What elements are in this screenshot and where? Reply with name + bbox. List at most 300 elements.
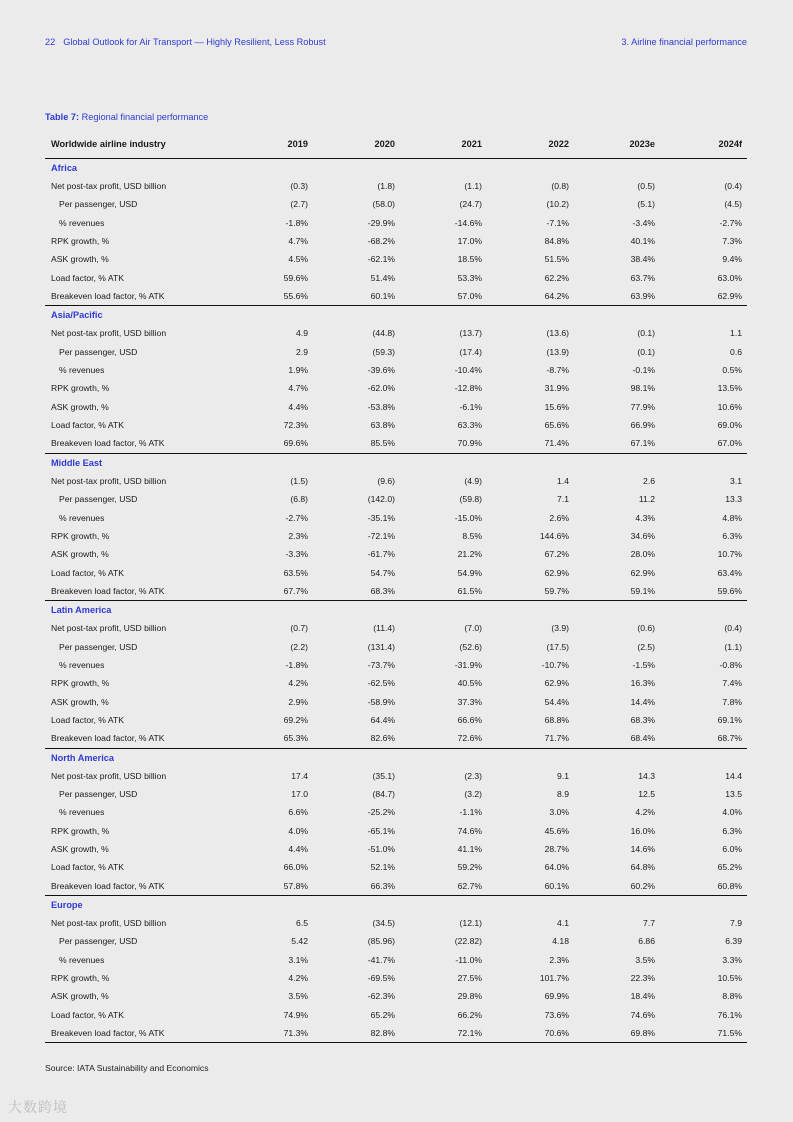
table-cell: 66.2% [457,1009,482,1020]
table-cell: -11.0% [455,954,482,965]
row-label: Net post-tax profit, USD billion [51,770,167,781]
table-cell: 6.39 [725,936,742,947]
row-label: Breakeven load factor, % ATK [51,880,165,891]
row-label: Net post-tax profit, USD billion [51,181,167,191]
year-header: 2024f [718,139,742,149]
region-header [45,601,747,619]
table-cell: 10.6% [717,401,742,412]
table-cell: 69.1% [717,714,742,725]
table-cell: 59.6% [283,272,308,283]
table-cell: 11.2 [638,494,655,505]
header-left [45,37,326,47]
table-row [45,822,747,840]
table-cell: 74.6% [457,825,482,836]
table-cell: 4.18 [552,936,569,947]
table-row [45,472,747,490]
row-label: Net post-tax profit, USD billion [51,918,167,929]
table-cell: 6.86 [638,936,655,947]
table-cell: 70.9% [457,438,482,449]
table-cell: 60.1% [370,291,395,302]
table-row [45,379,747,397]
table-cell: 8.5% [462,530,482,541]
table-cell: -51.0% [367,844,395,854]
table-cell: -62.5% [367,678,395,689]
table-cell: -39.6% [367,365,395,376]
table-cell: 4.0% [722,807,742,818]
table-cell: (0.8) [551,181,569,191]
table-cell: 69.6% [283,438,308,449]
table-cell: -35.1% [367,512,395,523]
table-cell: 13.5% [717,383,742,394]
table-cell: -62.1% [367,254,395,265]
financial-table [45,130,747,1043]
table-row [45,711,747,729]
table-cell: 9.1 [557,770,569,781]
table-cell: (4.9) [464,475,482,486]
table-cell: (13.7) [459,328,482,339]
table-row [45,177,747,195]
row-label: % revenues [59,807,105,818]
table-cell: 67.1% [630,438,655,449]
row-label: Breakeven load factor, % ATK [51,438,165,449]
table-cell: 59.7% [544,585,569,596]
table-row [45,951,747,969]
table-cell: 8.8% [722,991,742,1002]
table-cell: (0.3) [290,181,308,191]
table-cell: 82.6% [370,733,395,744]
table-cell: 4.9 [296,328,308,339]
table-cell: 66.6% [457,714,482,725]
table-cell: -12.8% [454,383,482,394]
table-caption [45,112,208,122]
table-row [45,582,747,601]
table-cell: 66.9% [630,420,655,431]
table-cell: -25.2% [367,807,395,818]
table-cell: 72.6% [457,733,482,744]
table-cell: (131.4) [367,641,395,652]
year-header: 2022 [548,139,569,149]
table-cell: 4.3% [635,512,655,523]
row-label: % revenues [59,512,105,523]
table-cell: 13.3 [725,494,742,505]
row-label: Per passenger, USD [59,199,138,210]
table-cell: 7.4% [722,678,742,689]
table-cell: 74.6% [630,1009,655,1020]
table-cell: 71.3% [283,1028,308,1039]
table-cell: -10.4% [454,365,482,376]
table-cell: 144.6% [539,530,569,541]
table-cell: 4.5% [288,254,308,265]
table-cell: 1.1 [730,328,742,339]
table-cell: 69.9% [544,991,569,1002]
table-row [45,674,747,692]
table-cell: 40.5% [457,678,482,689]
table-cell: 59.1% [630,585,655,596]
caption-title: Regional financial performance [81,112,209,122]
row-label: Breakeven load factor, % ATK [51,585,165,596]
table-cell: 7.8% [722,696,742,707]
table-cell: 31.9% [544,383,569,394]
table-cell: 71.4% [544,438,569,449]
row-label: Load factor, % ATK [51,420,124,431]
table-row [45,232,747,250]
table-cell: 51.5% [544,254,569,265]
table-row [45,195,747,213]
region-name: North America [51,752,114,763]
table-row [45,214,747,232]
table-row [45,969,747,987]
table-cell: 4.4% [288,844,308,854]
table-cell: 101.7% [539,973,569,984]
table-row [45,416,747,434]
row-label: Per passenger, USD [59,641,138,652]
table-cell: (4.5) [724,199,742,210]
table-cell: 67.2% [544,549,569,560]
row-label: Load factor, % ATK [51,272,124,283]
row-label: RPK growth, % [51,973,110,984]
table-cell: 6.3% [722,530,742,541]
table-cell: 63.5% [283,567,308,578]
table-cell: 63.8% [370,420,395,431]
region-header [45,749,747,767]
table-cell: 54.4% [544,696,569,707]
corner-header: Worldwide airline industry [51,139,166,149]
table-cell: 2.3% [549,954,569,965]
row-label: Per passenger, USD [59,494,138,505]
table-row [45,509,747,527]
table-cell: (59.3) [372,346,395,357]
table-cell: 3.5% [288,991,308,1002]
table-cell: 3.0% [549,807,569,818]
table-cell: 1.9% [288,365,308,376]
table-row [45,434,747,453]
table-cell: 67.0% [717,438,742,449]
row-label: Load factor, % ATK [51,714,124,725]
page-header [45,37,747,51]
row-label: RPK growth, % [51,678,110,689]
region-name: Africa [51,163,78,173]
table-cell: (0.6) [637,623,655,634]
table-cell: 2.3% [288,530,308,541]
table-cell: 8.9 [557,788,569,799]
table-cell: 7.9 [730,918,742,929]
report-title: Global Outlook for Air Transport — Highly Resilient, Less Robust [63,37,326,47]
table-cell: -3.4% [632,217,655,228]
row-label: Breakeven load factor, % ATK [51,291,165,302]
table-cell: 61.5% [457,585,482,596]
table-cell: 59.6% [717,585,742,596]
table-cell: (85.96) [367,936,395,947]
table-cell: 62.9% [544,678,569,689]
table-cell: 64.8% [630,862,655,873]
table-cell: 73.6% [544,1009,569,1020]
table-cell: 71.7% [544,733,569,744]
row-label: Per passenger, USD [59,788,138,799]
table-cell: -53.8% [367,401,395,412]
table-cell: -72.1% [367,530,395,541]
table-cell: 62.9% [544,567,569,578]
table-cell: 76.1% [717,1009,742,1020]
table-cell: 28.7% [544,844,569,854]
row-label: ASK growth, % [51,991,109,1002]
table-cell: -10.7% [541,659,569,670]
table-cell: -41.7% [367,954,395,965]
table-cell: 63.7% [630,272,655,283]
table-row [45,803,747,821]
table-cell: 69.2% [283,714,308,725]
table-cell: 64.0% [544,862,569,873]
table-cell: 66.3% [370,880,395,891]
table-cell: 3.5% [635,954,655,965]
table-cell: (5.1) [637,199,655,210]
table-header-row [45,130,747,159]
table-cell: 62.7% [457,880,482,891]
table-cell: 84.8% [544,236,569,247]
table-cell: -69.5% [367,973,395,984]
row-label: Net post-tax profit, USD billion [51,328,167,339]
table-cell: -68.2% [367,236,395,247]
row-label: Load factor, % ATK [51,567,124,578]
table-cell: 3.3% [722,954,742,965]
table-cell: 60.1% [544,880,569,891]
table-row [45,287,747,306]
table-cell: 7.3% [722,236,742,247]
row-label: ASK growth, % [51,844,109,854]
table-cell: 3.1% [288,954,308,965]
table-cell: (59.8) [459,494,482,505]
table-cell: 55.6% [283,291,308,302]
table-cell: 17.4 [291,770,308,781]
row-label: Net post-tax profit, USD billion [51,623,167,634]
table-cell: 63.4% [717,567,742,578]
table-cell: 4.1 [557,918,569,929]
table-cell: 67.7% [283,585,308,596]
table-cell: 68.3% [630,714,655,725]
table-cell: 21.2% [457,549,482,560]
row-label: RPK growth, % [51,383,110,394]
table-cell: -0.8% [719,659,742,670]
table-row [45,619,747,637]
table-cell: 4.4% [288,401,308,412]
table-cell: 51.4% [370,272,395,283]
table-row [45,269,747,287]
region-header [45,896,747,914]
table-row [45,656,747,674]
table-cell: 59.2% [457,862,482,873]
table-cell: (11.4) [373,623,395,634]
table-cell: 28.0% [630,549,655,560]
table-cell: 6.3% [722,825,742,836]
table-cell: 14.4 [725,770,742,781]
table-row [45,361,747,379]
table-cell: 4.2% [288,678,308,689]
table-cell: 57.0% [457,291,482,302]
table-cell: (0.1) [637,328,655,339]
row-label: Net post-tax profit, USD billion [51,475,167,486]
row-label: % revenues [59,954,105,965]
row-label: ASK growth, % [51,549,109,560]
table-cell: 6.6% [288,807,308,818]
region-name: Asia/Pacific [51,310,103,321]
table-cell: (13.9) [546,346,569,357]
table-cell: 64.2% [544,291,569,302]
table-row [45,564,747,582]
table-cell: 22.3% [630,973,655,984]
table-cell: -3.3% [285,549,308,560]
row-label: Load factor, % ATK [51,862,124,873]
row-label: Per passenger, USD [59,346,138,357]
table-cell: (17.5) [546,641,569,652]
table-cell: 4.2% [288,973,308,984]
table-cell: (10.2) [546,199,569,210]
table-cell: -62.3% [367,991,395,1002]
table-cell: (12.1) [459,918,482,929]
table-cell: 62.9% [717,291,742,302]
table-cell: (34.5) [372,918,395,929]
table-cell: 0.6 [730,346,742,357]
table-cell: 65.6% [544,420,569,431]
table-cell: -62.0% [367,383,395,394]
table-cell: 98.1% [630,383,655,394]
page-number: 22 [45,37,56,47]
table-cell: 63.3% [457,420,482,431]
region-name: Europe [51,900,83,911]
table-cell: (13.6) [546,328,569,339]
table-row [45,1024,747,1043]
table-cell: (1.1) [464,181,482,191]
table-row [45,877,747,896]
table-row [45,545,747,563]
table-cell: (0.4) [724,181,742,191]
row-label: Breakeven load factor, % ATK [51,733,165,744]
table-cell: 65.2% [717,862,742,873]
table-cell: 4.2% [635,807,655,818]
table-cell: 4.7% [288,236,308,247]
table-cell: 69.8% [630,1028,655,1039]
table-cell: (0.5) [637,181,655,191]
table-cell: (2.3) [464,770,482,781]
table-cell: -1.8% [285,217,308,228]
section-title: 3. Airline financial performance [621,37,747,47]
table-cell: 16.0% [630,825,655,836]
table-cell: 4.8% [722,512,742,523]
table-cell: 68.3% [370,585,395,596]
table-cell: 66.0% [283,862,308,873]
table-cell: 82.8% [370,1028,395,1039]
table-cell: (58.0) [372,199,395,210]
table-cell: 6.5 [296,918,308,929]
table-cell: (0.4) [724,623,742,634]
table-row [45,490,747,508]
table-cell: 6.0% [722,844,742,854]
table-cell: (2.2) [290,641,308,652]
table-row [45,785,747,803]
table-cell: 64.4% [370,714,395,725]
table-cell: 9.4% [722,254,742,265]
table-row [45,914,747,932]
table-cell: -14.6% [454,217,482,228]
table-cell: 2.9% [288,696,308,707]
table-cell: -8.7% [546,365,569,376]
table-cell: 69.0% [717,420,742,431]
table-cell: -15.0% [454,512,482,523]
table-cell: 4.7% [288,383,308,394]
row-label: ASK growth, % [51,696,109,707]
table-row [45,398,747,416]
table-row [45,987,747,1005]
table-cell: (7.0) [464,623,482,634]
table-cell: (2.7) [290,199,308,210]
table-cell: (1.1) [724,641,742,652]
region-header [45,454,747,472]
table-cell: 62.9% [630,567,655,578]
table-cell: (84.7) [372,788,395,799]
table-cell: 14.4% [630,696,655,707]
table-cell: 60.8% [717,880,742,891]
table-cell: 65.3% [283,733,308,744]
row-label: RPK growth, % [51,530,110,541]
row-label: % revenues [59,365,105,376]
year-header: 2020 [374,139,395,149]
table-cell: -6.1% [459,401,482,412]
table-cell: 41.1% [457,844,482,854]
table-row [45,1006,747,1024]
table-cell: 85.5% [370,438,395,449]
table-row [45,527,747,545]
table-cell: 65.2% [370,1009,395,1020]
table-cell: 37.3% [457,696,482,707]
table-cell: 13.5 [725,788,742,799]
table-cell: 18.5% [457,254,482,265]
table-row [45,250,747,268]
table-cell: 38.4% [630,254,655,265]
table-cell: -7.1% [546,217,569,228]
table-cell: 17.0 [291,788,308,799]
table-row [45,858,747,876]
table-cell: (2.5) [637,641,655,652]
table-cell: (1.8) [377,181,395,191]
table-cell: -1.5% [632,659,655,670]
table-cell: 62.2% [544,272,569,283]
table-cell: 71.5% [717,1028,742,1039]
table-cell: -1.8% [285,659,308,670]
watermark-logo: 大数跨境 [8,1099,68,1115]
table-cell: 57.8% [283,880,308,891]
table-cell: 74.9% [283,1009,308,1020]
table-row [45,324,747,342]
table-cell: 29.8% [457,991,482,1002]
table-cell: (52.6) [459,641,482,652]
table-cell: (1.5) [290,475,308,486]
row-label: RPK growth, % [51,825,110,836]
table-cell: 45.6% [544,825,569,836]
table-cell: 16.3% [630,678,655,689]
table-cell: 40.1% [630,236,655,247]
row-label: RPK growth, % [51,236,110,247]
region-header [45,306,747,324]
table-row [45,932,747,950]
table-cell: 63.9% [630,291,655,302]
table-cell: (3.2) [464,788,482,799]
table-cell: -31.9% [454,659,482,670]
source-note: Source: IATA Sustainability and Economics [45,1063,209,1073]
table-cell: 68.8% [544,714,569,725]
row-label: Per passenger, USD [59,936,138,947]
table-row [45,729,747,748]
table-cell: 52.1% [370,862,395,873]
table-row [45,767,747,785]
table-cell: 27.5% [457,973,482,984]
